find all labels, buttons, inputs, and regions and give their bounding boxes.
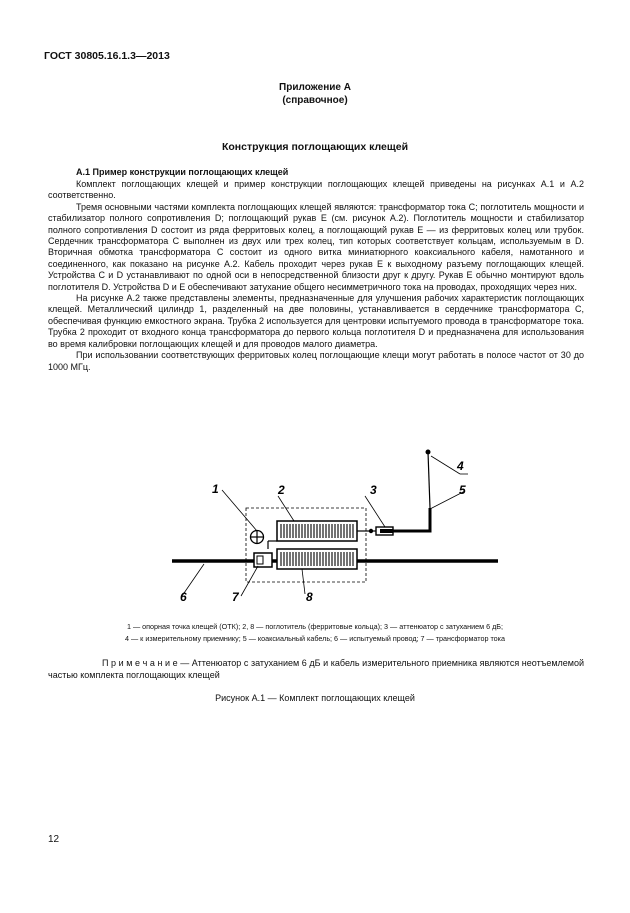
appendix-title: Приложение А <box>279 82 351 93</box>
label-8: 8 <box>306 590 313 604</box>
section-title: Конструкция поглощающих клещей <box>221 141 409 153</box>
clamp-outline <box>246 508 366 582</box>
label-5: 5 <box>459 483 466 497</box>
label-4: 4 <box>457 459 464 473</box>
paragraph-4: При использовании соответствующих ферритовых колец поглощающие клещи могут работать в полосе частот от 30 до 1000 МГц. <box>48 350 584 372</box>
figure-caption: Рисунок А.1 — Комплект поглощающих клещей <box>215 693 415 703</box>
label-2: 2 <box>278 483 285 497</box>
label-6: 6 <box>180 590 187 604</box>
paragraph-2: Тремя основными частями комплекта поглощающих клещей являются: трансформатор тока C; поглотитель мощности и стабилизатор полного сопротивления D; поглощающий рукав E (см. рисунок А.2). Поглотитель мощности и стабилизатор полного сопротивления D состоит из ряда ферритовых колец, а поглощающий рукав E — из ферритовых колец или трубок. Сердечник трансформатора C выполнен из двух или трех колец, тип которых соответствует кольцам, используемым в D. Вторичная обмотка трансформатора C состоит из одного витка миниатюрного коаксиального кабеля, намотанного и соединенного, как показано на рисунке А.2. Кабель проходит через рукав E к выходному разъему поглощающих клещей. Устройства C и D устанавливают по одной оси в непосредственной близости друг к другу. Рукав E обычно монтируют вдоль поглотителя D. Устройства D и E обеспечивают затухание общего несимметричного тока на проводах, проходящих через них. <box>48 201 584 292</box>
label-3: 3 <box>370 483 377 497</box>
figure-legend <box>0 621 630 645</box>
coax-cable <box>393 508 430 531</box>
appendix-note: (справочное) <box>282 95 348 106</box>
figure-legend-line-1: 1 — опорная точка клещей (ОТК); 2, 8 — поглотитель (ферритовые кольца); 3 — аттенюатор с затуханием 6 дБ; <box>126 622 503 631</box>
paragraph-1: Комплект поглощающих клещей и пример конструкции поглощающих клещей приведены на рисунках А.1 и А.2 соответственно. <box>48 179 584 201</box>
document-header: ГОСТ 30805.16.1.3—2013 <box>44 50 170 62</box>
label-1: 1 <box>212 482 219 496</box>
subsection-title: А.1 Пример конструкции поглощающих клещей <box>76 167 289 177</box>
page-number: 12 <box>48 834 60 845</box>
figure-legend-line-2: 4 — к измерительному приемнику; 5 — коаксиальный кабель; 6 — испытуемый провод; 7 — трансформатор тока <box>125 634 505 643</box>
paragraph-3: На рисунке А.2 также представлены элементы, предназначенные для улучшения рабочих характеристик поглощающих клещей. Металлический цилиндр 1, разделенный на две половины, устанавливается в сердечнике трансформатора C, обеспечивая функцию емкостного экрана. Трубка 2 используется для центровки испытуемого провода в трансформаторе тока. Трубка 2 проходит от входного конца трансформатора до первого кольца поглотителя D и предназначена для использования во время калибровки поглощающих клещей и для проводов малого диаметра. <box>48 293 584 349</box>
label-7: 7 <box>232 590 239 604</box>
figure-note: П р и м е ч а н и е — Аттенюатор с затуханием 6 дБ и кабель измерительного приемника являются неотъемлемой частью комплекта поглощающих клещей <box>48 658 584 680</box>
